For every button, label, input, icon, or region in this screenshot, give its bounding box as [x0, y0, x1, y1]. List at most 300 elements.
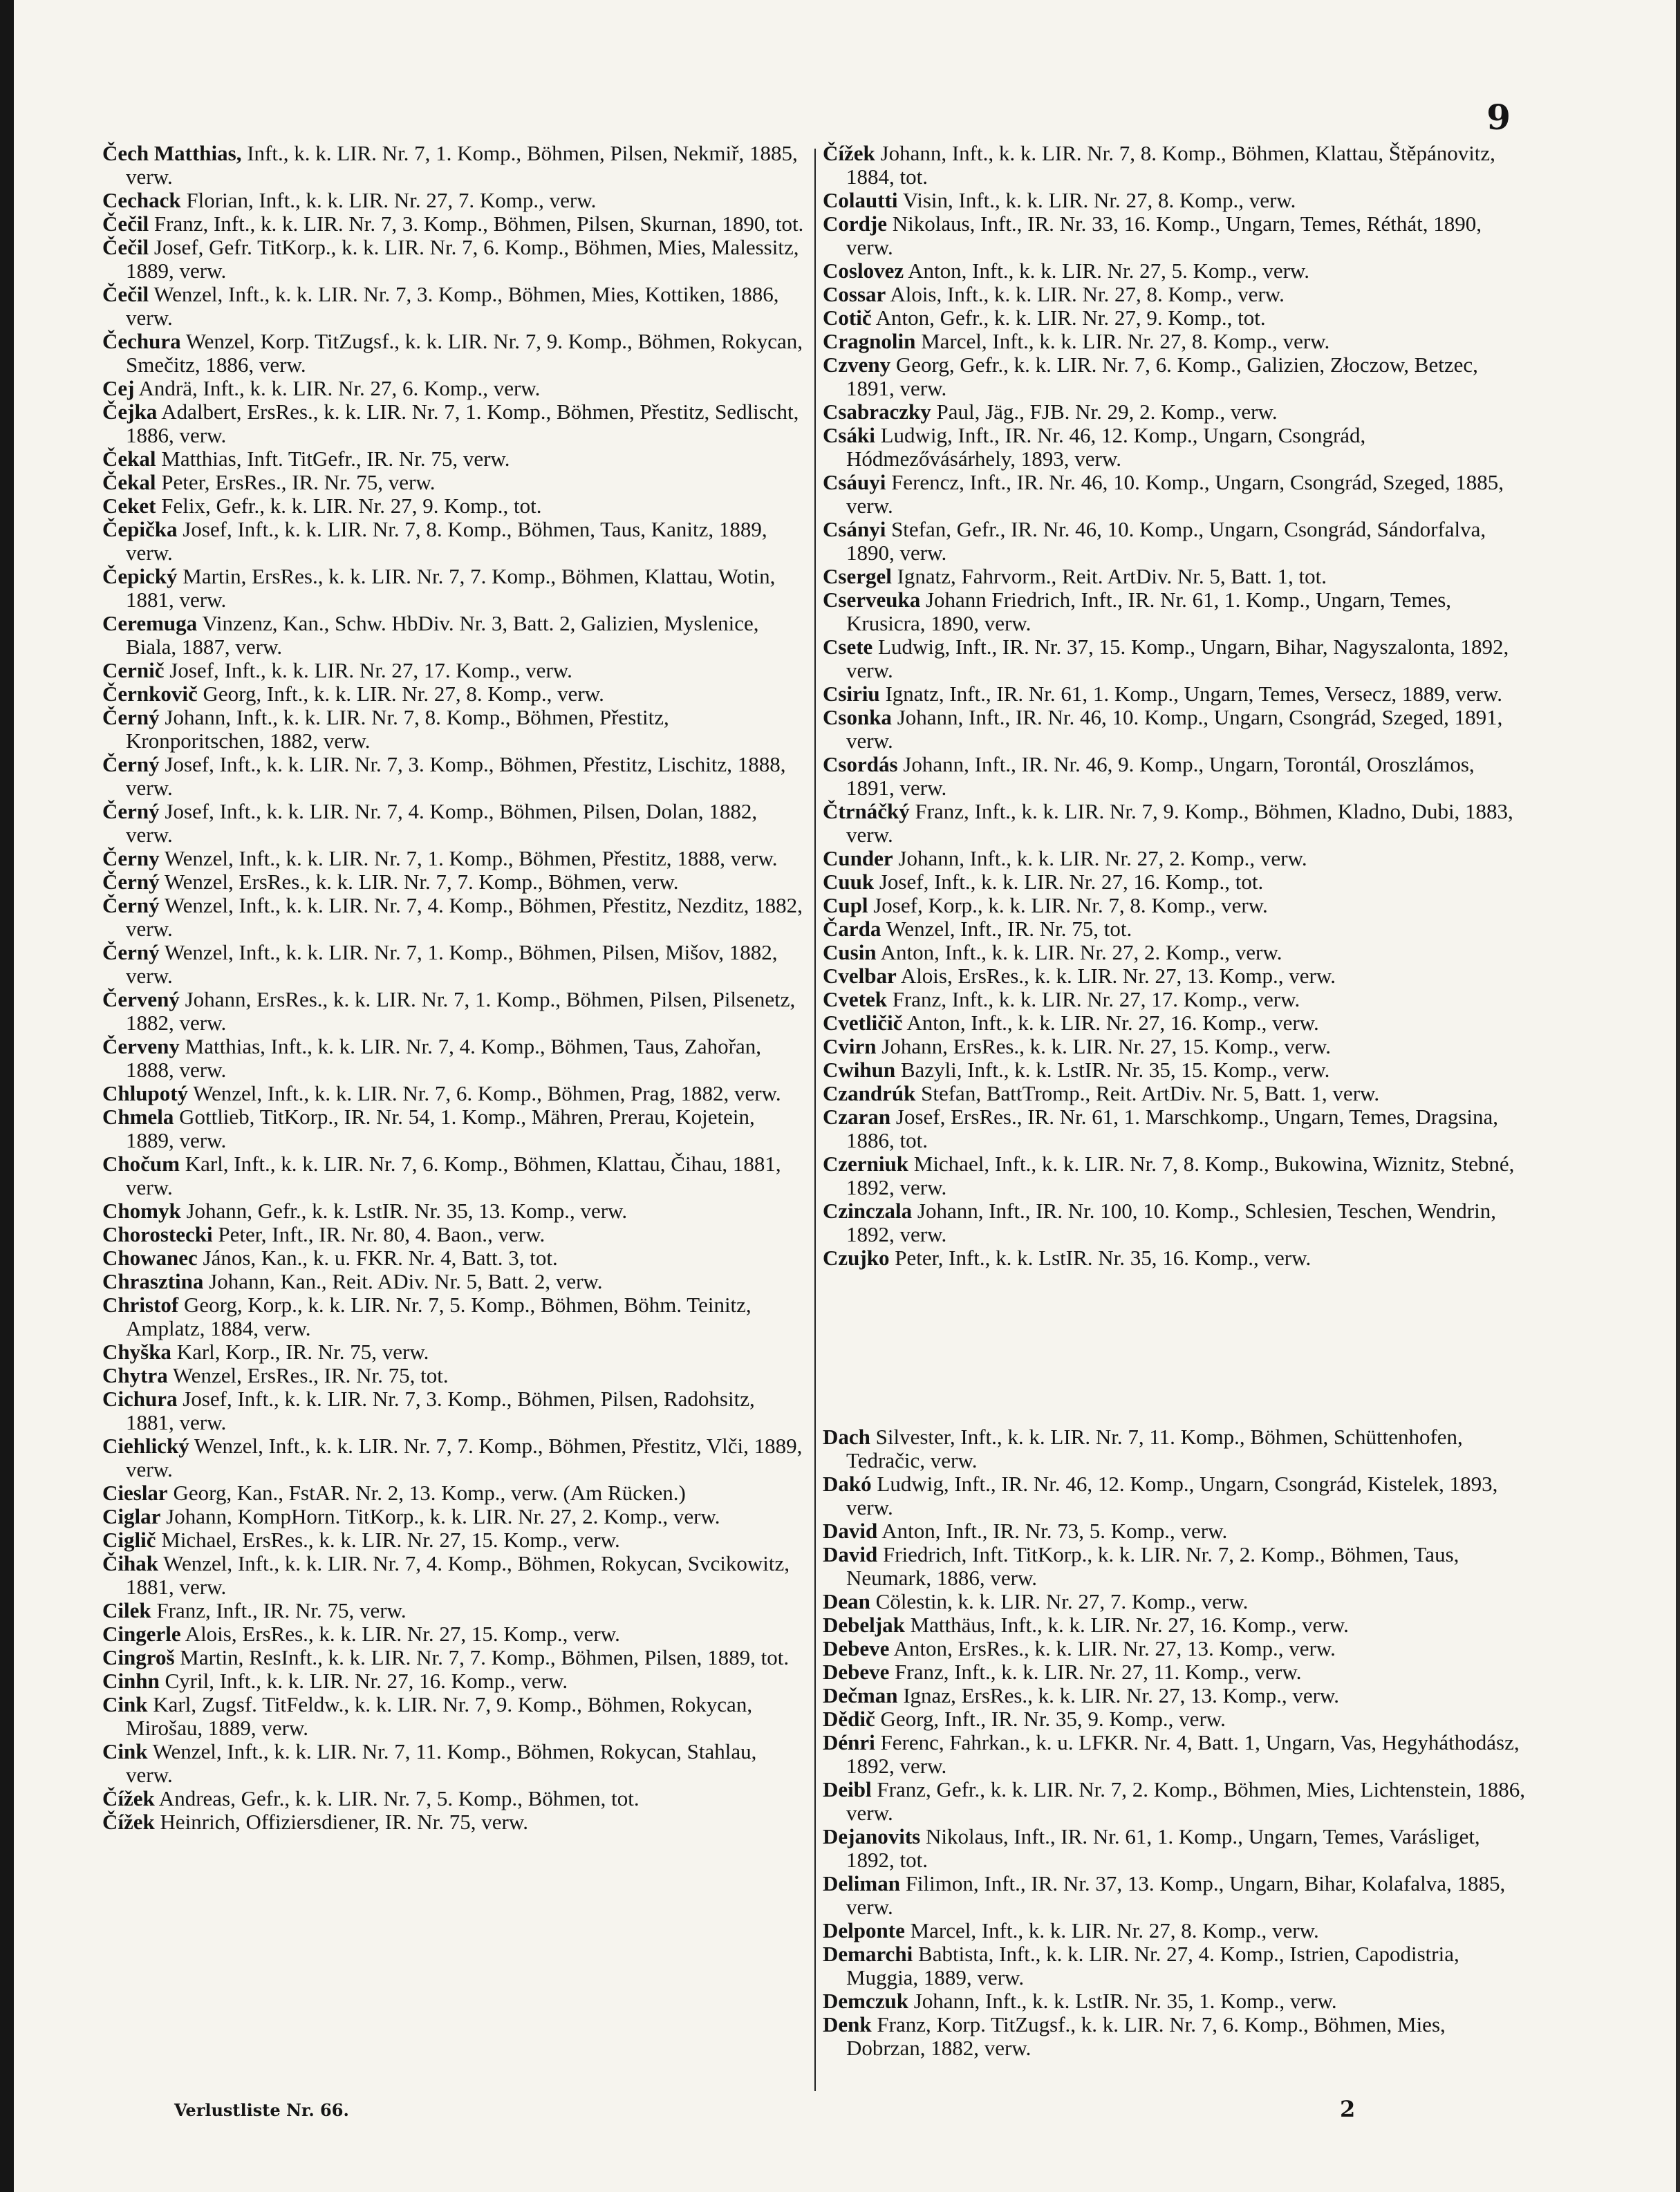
casualty-entry [102, 1199, 808, 1223]
casualty-entry [102, 1364, 808, 1387]
entry-details: Anton, Inft., k. k. LIR. Nr. 27, 5. Komp., verw. [904, 259, 1310, 283]
entry-surname: Ceket [102, 494, 156, 518]
entry-surname: Demarchi [823, 1942, 913, 1966]
entry-surname: Cechack [102, 188, 181, 212]
casualty-entry [823, 1942, 1527, 1989]
entry-surname: Coslovez [823, 259, 904, 283]
footer-signature-mark: 2 [1340, 2096, 1356, 2122]
entry-details: Franz, Inft., k. k. LIR. Nr. 7, 3. Komp., Böhmen, Pilsen, Skurnan, 1890, tot. [149, 212, 804, 236]
entry-details: Martin, ErsRes., k. k. LIR. Nr. 7, 7. Komp., Böhmen, Klattau, Wotin, 1881, verw. [126, 564, 776, 612]
entry-details: Josef, Inft., k. k. LIR. Nr. 7, 3. Komp., Böhmen, Přestitz, Lischitz, 1888, verw. [126, 752, 786, 800]
casualty-entry [102, 1552, 808, 1599]
entry-details: Ferenc, Fahrkan., k. u. LFKR. Nr. 4, Batt. 1, Ungarn, Vas, Hegyháthodász, 1892, verw. [846, 1730, 1520, 1778]
entry-details: Georg, Inft., IR. Nr. 35, 9. Komp., verw. [875, 1707, 1226, 1731]
entry-surname: Csáuyi [823, 470, 886, 494]
casualty-entry [102, 941, 808, 988]
entry-details: Anton, Inft., k. k. LIR. Nr. 27, 2. Komp., verw. [876, 940, 1282, 964]
casualty-entry [823, 212, 1527, 259]
casualty-entry [823, 471, 1527, 518]
entry-details: Wenzel, ErsRes., k. k. LIR. Nr. 7, 7. Komp., Böhmen, verw. [159, 870, 679, 894]
left-column [102, 142, 808, 1834]
entry-details: Josef, Gefr. TitKorp., k. k. LIR. Nr. 7, 6. Komp., Böhmen, Mies, Malessitz, 1889, verw. [126, 235, 799, 283]
casualty-entry [823, 1472, 1527, 1519]
casualty-entry [102, 1740, 808, 1787]
casualty-entry [823, 1637, 1527, 1660]
entry-details: Ignatz, Inft., IR. Nr. 61, 1. Komp., Ungarn, Temes, Versecz, 1889, verw. [879, 682, 1503, 706]
entry-surname: Černý [102, 752, 160, 776]
casualty-entry [102, 1246, 808, 1270]
casualty-entry [102, 1035, 808, 1082]
entry-surname: Černý [102, 705, 160, 729]
right-column-d [823, 1425, 1527, 2060]
entry-surname: Czinczala [823, 1199, 913, 1223]
entry-details: Franz, Korp. TitZugsf., k. k. LIR. Nr. 7, 6. Komp., Böhmen, Mies, Dobrzan, 1882, verw. [846, 2012, 1446, 2060]
entry-details: Peter, ErsRes., IR. Nr. 75, verw. [156, 470, 436, 494]
entry-details: Felix, Gefr., k. k. LIR. Nr. 27, 9. Komp., tot. [156, 494, 542, 518]
entry-surname: Czaran [823, 1105, 891, 1129]
entry-details: Johann, Inft., k. k. LIR. Nr. 7, 8. Komp., Böhmen, Přestitz, Kronporitschen, 1882, verw. [126, 705, 669, 753]
entry-surname: Debeve [823, 1636, 890, 1660]
casualty-entry [102, 1152, 808, 1199]
entry-details: Vinzenz, Kan., Schw. HbDiv. Nr. 3, Batt. 2, Galizien, Myslenice, Biala, 1887, verw. [126, 611, 759, 659]
entry-surname: Cinhn [102, 1669, 160, 1693]
entry-details: Andreas, Gefr., k. k. LIR. Nr. 7, 5. Komp., Böhmen, tot. [154, 1786, 640, 1810]
casualty-entry [102, 612, 808, 659]
casualty-entry [102, 1223, 808, 1246]
entry-details: Johann, Inft., k. k. LstIR. Nr. 35, 1. Komp., verw. [908, 1989, 1337, 2013]
casualty-entry [823, 1246, 1527, 1270]
entry-details: Friedrich, Inft. TitKorp., k. k. LIR. Nr. 7, 2. Komp., Böhmen, Taus, Neumark, 1886, verw. [846, 1542, 1459, 1590]
entry-surname: Cvelbar [823, 964, 897, 988]
footer-list-number: Verlustliste Nr. 66. [174, 2100, 349, 2120]
entry-details: Wenzel, Korp. TitZugsf., k. k. LIR. Nr. 7, 9. Komp., Böhmen, Rokycan, Smečitz, 1886, verw. [126, 329, 803, 377]
casualty-entry [823, 588, 1527, 635]
casualty-entry [102, 400, 808, 447]
entry-surname: Čepický [102, 564, 178, 588]
scan-edge-left [0, 0, 14, 2192]
entry-surname: David [823, 1542, 878, 1566]
casualty-entry [823, 1105, 1527, 1152]
casualty-entry [823, 1590, 1527, 1613]
entry-details: Bazyli, Inft., k. k. LstIR. Nr. 35, 15. Komp., verw. [895, 1058, 1330, 1082]
casualty-entry [823, 988, 1527, 1011]
casualty-entry [823, 142, 1527, 189]
entry-details: Martin, ResInft., k. k. LIR. Nr. 7, 7. Komp., Böhmen, Pilsen, 1889, tot. [174, 1645, 790, 1669]
entry-surname: Černy [102, 846, 160, 870]
entry-surname: Chorostecki [102, 1222, 213, 1246]
casualty-entry [823, 1825, 1527, 1872]
entry-details: Nikolaus, Inft., IR. Nr. 61, 1. Komp., Ungarn, Temes, Varásliget, 1892, tot. [846, 1824, 1480, 1872]
casualty-entry [823, 1660, 1527, 1684]
casualty-entry [102, 659, 808, 682]
casualty-entry [823, 894, 1527, 917]
entry-surname: Cvirn [823, 1034, 877, 1058]
entry-details: Stefan, BattTromp., Reit. ArtDiv. Nr. 5, Batt. 1, verw. [915, 1081, 1380, 1105]
casualty-entry [823, 1035, 1527, 1058]
casualty-entry [102, 283, 808, 330]
entry-surname: Csonka [823, 705, 892, 729]
casualty-entry [823, 635, 1527, 682]
entry-surname: Csányi [823, 517, 886, 541]
entry-details: Wenzel, Inft., k. k. LIR. Nr. 7, 3. Komp., Böhmen, Mies, Kottiken, 1886, verw. [126, 282, 779, 330]
entry-details: Paul, Jäg., FJB. Nr. 29, 2. Komp., verw. [931, 400, 1278, 424]
entry-details: Heinrich, Offiziersdiener, IR. Nr. 75, verw. [154, 1810, 528, 1834]
entry-details: Johann Friedrich, Inft., IR. Nr. 61, 1. Komp., Ungarn, Temes, Krusicra, 1890, verw. [846, 588, 1452, 635]
casualty-entry [823, 353, 1527, 400]
entry-surname: Debeve [823, 1660, 890, 1684]
casualty-entry [102, 189, 808, 212]
entry-surname: Dénri [823, 1730, 875, 1754]
casualty-entry [823, 1684, 1527, 1707]
entry-details: Stefan, Gefr., IR. Nr. 46, 10. Komp., Ungarn, Csongrád, Sándorfalva, 1890, verw. [846, 517, 1486, 565]
entry-details: Johann, ErsRes., k. k. LIR. Nr. 7, 1. Komp., Böhmen, Pilsen, Pilsenetz, 1882, verw. [126, 987, 796, 1035]
casualty-entry [102, 1669, 808, 1693]
page-number: 9 [1486, 97, 1511, 138]
casualty-entry [102, 1434, 808, 1481]
scan-edge-right [1676, 0, 1680, 2192]
entry-details: Franz, Inft., k. k. LIR. Nr. 27, 11. Komp., verw. [889, 1660, 1302, 1684]
casualty-entry [102, 1105, 808, 1152]
entry-details: Franz, Gefr., k. k. LIR. Nr. 7, 2. Komp., Böhmen, Mies, Lichtenstein, 1886, verw. [846, 1777, 1526, 1825]
entry-surname: Cupl [823, 893, 868, 917]
entry-details: Nikolaus, Inft., IR. Nr. 33, 16. Komp., Ungarn, Temes, Réthát, 1890, verw. [846, 212, 1482, 259]
entry-surname: Ciehlický [102, 1434, 189, 1458]
entry-surname: Červený [102, 987, 180, 1011]
entry-details: Johann, Inft., IR. Nr. 100, 10. Komp., Schlesien, Teschen, Wendrin, 1892, verw. [846, 1199, 1496, 1246]
entry-details: Babtista, Inft., k. k. LIR. Nr. 27, 4. Komp., Istrien, Capodistria, Muggia, 1889, verw. [846, 1942, 1459, 1989]
entry-details: Peter, Inft., k. k. LstIR. Nr. 35, 16. Komp., verw. [889, 1246, 1312, 1270]
casualty-entry [823, 800, 1527, 847]
entry-surname: Czujko [823, 1246, 890, 1270]
casualty-entry [823, 565, 1527, 588]
entry-details: Ludwig, Inft., IR. Nr. 46, 12. Komp., Ungarn, Csongrád, Hódmezővásárhely, 1893, verw. [846, 423, 1366, 471]
casualty-entry [823, 1872, 1527, 1919]
entry-details: Michael, ErsRes., k. k. LIR. Nr. 27, 15. Komp., verw. [156, 1528, 620, 1552]
casualty-entry [102, 800, 808, 847]
casualty-entry [823, 1011, 1527, 1035]
casualty-entry [102, 1810, 808, 1834]
casualty-entry [823, 424, 1527, 471]
casualty-entry [102, 1599, 808, 1622]
casualty-entry [823, 1707, 1527, 1731]
entry-surname: Cej [102, 376, 135, 400]
entry-details: Cyril, Inft., k. k. LIR. Nr. 27, 16. Komp., verw. [159, 1669, 568, 1693]
entry-surname: Czerniuk [823, 1152, 908, 1176]
entry-details: Cölestin, k. k. LIR. Nr. 27, 7. Komp., verw. [870, 1589, 1249, 1613]
entry-surname: Cingroš [102, 1645, 175, 1669]
entry-surname: Cvetličič [823, 1011, 903, 1035]
entry-details: Josef, Inft., k. k. LIR. Nr. 7, 4. Komp., Böhmen, Pilsen, Dolan, 1882, verw. [126, 799, 758, 847]
entry-details: Anton, Gefr., k. k. LIR. Nr. 27, 9. Komp., tot. [871, 306, 1266, 330]
entry-surname: Červeny [102, 1034, 180, 1058]
casualty-entry [823, 283, 1527, 306]
entry-details: Marcel, Inft., k. k. LIR. Nr. 27, 8. Komp., verw. [915, 329, 1330, 353]
casualty-entry [102, 753, 808, 800]
entry-surname: Cossar [823, 282, 886, 306]
entry-details: Wenzel, Inft., k. k. LIR. Nr. 7, 11. Komp., Böhmen, Rokycan, Stahlau, verw. [126, 1739, 757, 1787]
casualty-entry [823, 847, 1527, 870]
entry-surname: Dakó [823, 1472, 872, 1496]
entry-surname: Čečil [102, 235, 149, 259]
casualty-entry [823, 964, 1527, 988]
entry-surname: Christof [102, 1293, 179, 1317]
entry-details: Marcel, Inft., k. k. LIR. Nr. 27, 8. Komp., verw. [904, 1918, 1319, 1942]
column-divider [814, 149, 816, 2091]
entry-surname: Ciglič [102, 1528, 156, 1552]
entry-surname: Dečman [823, 1683, 898, 1707]
casualty-entry [102, 706, 808, 753]
entry-details: Josef, Inft., k. k. LIR. Nr. 7, 3. Komp., Böhmen, Pilsen, Radohsitz, 1881, verw. [126, 1387, 755, 1434]
entry-surname: Čížek [823, 141, 875, 165]
entry-surname: Delponte [823, 1918, 905, 1942]
entry-surname: Chytra [102, 1363, 168, 1387]
entry-details: Johann, Inft., IR. Nr. 46, 9. Komp., Ungarn, Torontál, Oroszlámos, 1891, verw. [846, 752, 1475, 800]
casualty-entry [102, 1082, 808, 1105]
casualty-entry [102, 847, 808, 870]
entry-surname: Csete [823, 635, 873, 659]
casualty-entry [823, 1731, 1527, 1778]
entry-details: Alois, Inft., k. k. LIR. Nr. 27, 8. Komp., verw. [886, 282, 1285, 306]
casualty-entry [102, 1505, 808, 1528]
entry-surname: Deliman [823, 1871, 900, 1895]
entry-surname: Dach [823, 1425, 870, 1449]
entry-surname: Čečil [102, 212, 149, 236]
entry-details: Anton, Inft., IR. Nr. 73, 5. Komp., verw. [877, 1519, 1228, 1543]
entry-details: Florian, Inft., k. k. LIR. Nr. 27, 7. Komp., verw. [180, 188, 597, 212]
casualty-entry [102, 1340, 808, 1364]
entry-surname: Cordje [823, 212, 887, 236]
casualty-entry [102, 471, 808, 494]
entry-surname: David [823, 1519, 878, 1543]
entry-surname: Dědič [823, 1707, 875, 1731]
entry-surname: Čekal [102, 447, 156, 471]
casualty-entry [823, 1152, 1527, 1199]
entry-surname: Čejka [102, 400, 158, 424]
entry-details: Franz, Inft., k. k. LIR. Nr. 7, 9. Komp., Böhmen, Kladno, Dubi, 1883, verw. [846, 799, 1513, 847]
entry-details: Wenzel, Inft., IR. Nr. 75, tot. [881, 917, 1132, 941]
entry-details: Josef, Inft., k. k. LIR. Nr. 27, 17. Komp., verw. [164, 658, 572, 682]
entry-surname: Čepička [102, 517, 178, 541]
casualty-entry [823, 330, 1527, 353]
entry-details: Alois, ErsRes., k. k. LIR. Nr. 27, 15. Komp., verw. [180, 1622, 620, 1646]
entry-surname: Csiriu [823, 682, 880, 706]
entry-surname: Dean [823, 1589, 870, 1613]
entry-surname: Černý [102, 870, 160, 894]
entry-details: Ignaz, ErsRes., k. k. LIR. Nr. 27, 13. Komp., verw. [897, 1683, 1340, 1707]
entry-details: Ludwig, Inft., IR. Nr. 37, 15. Komp., Ungarn, Bihar, Nagyszalonta, 1892, verw. [846, 635, 1509, 682]
entry-details: Peter, Inft., IR. Nr. 80, 4. Baon., verw. [212, 1222, 545, 1246]
entry-details: János, Kan., k. u. FKR. Nr. 4, Batt. 3, tot. [197, 1246, 558, 1270]
entry-details: Wenzel, Inft., k. k. LIR. Nr. 7, 1. Komp., Böhmen, Pilsen, Mišov, 1882, verw. [126, 940, 778, 988]
entry-details: Georg, Inft., k. k. LIR. Nr. 27, 8. Komp., verw. [197, 682, 604, 706]
entry-details: Adalbert, ErsRes., k. k. LIR. Nr. 7, 1. Komp., Böhmen, Přestitz, Sedlischt, 1886, verw. [126, 400, 799, 447]
casualty-entry [102, 870, 808, 894]
entry-surname: Chyška [102, 1340, 171, 1364]
entry-details: Wenzel, Inft., k. k. LIR. Nr. 7, 4. Komp., Böhmen, Rokycan, Svcikowitz, 1881, verw. [126, 1551, 790, 1599]
casualty-entry [102, 377, 808, 400]
casualty-entry [102, 1481, 808, 1505]
entry-surname: Csabraczky [823, 400, 931, 424]
entry-surname: Cunder [823, 846, 893, 870]
casualty-entry [823, 706, 1527, 753]
casualty-entry [823, 518, 1527, 565]
entry-surname: Černý [102, 799, 160, 823]
entry-surname: Dejanovits [823, 1824, 921, 1848]
entry-surname: Čížek [102, 1786, 155, 1810]
entry-surname: Cichura [102, 1387, 178, 1411]
entry-surname: Demczuk [823, 1989, 908, 2013]
entry-details: Anton, ErsRes., k. k. LIR. Nr. 27, 13. Komp., verw. [889, 1636, 1336, 1660]
casualty-entry [102, 494, 808, 518]
entry-details: Michael, Inft., k. k. LIR. Nr. 7, 8. Komp., Bukowina, Wiznitz, Stebné, 1892, verw. [846, 1152, 1515, 1199]
casualty-entry [823, 1425, 1527, 1472]
entry-surname: Cuuk [823, 870, 875, 894]
casualty-entry [102, 447, 808, 471]
entry-details: Josef, Inft., k. k. LIR. Nr. 7, 8. Komp., Böhmen, Taus, Kanitz, 1889, verw. [126, 517, 767, 565]
entry-details: Matthias, Inft., k. k. LIR. Nr. 7, 4. Komp., Böhmen, Taus, Zahořan, 1888, verw. [126, 1034, 761, 1082]
entry-details: Alois, ErsRes., k. k. LIR. Nr. 27, 13. Komp., verw. [896, 964, 1336, 988]
entry-details: Ignatz, Fahrvorm., Reit. ArtDiv. Nr. 5, Batt. 1, tot. [891, 564, 1327, 588]
entry-surname: Čekal [102, 470, 156, 494]
casualty-entry [823, 2013, 1527, 2060]
casualty-entry [102, 518, 808, 565]
casualty-entry [823, 682, 1527, 706]
entry-surname: Ceremuga [102, 611, 198, 635]
entry-details: Wenzel, Inft., k. k. LIR. Nr. 7, 6. Komp., Böhmen, Prag, 1882, verw. [188, 1081, 781, 1105]
entry-details: Andrä, Inft., k. k. LIR. Nr. 27, 6. Komp., verw. [134, 376, 541, 400]
entry-surname: Čtrnáčký [823, 799, 910, 823]
entry-surname: Chowanec [102, 1246, 198, 1270]
entry-details: Johann, ErsRes., k. k. LIR. Nr. 27, 15. Komp., verw. [876, 1034, 1332, 1058]
entry-surname: Čarda [823, 917, 881, 941]
entry-details: Franz, Inft., IR. Nr. 75, verw. [151, 1598, 407, 1622]
entry-details: Johann, Inft., k. k. LIR. Nr. 7, 8. Komp., Böhmen, Klattau, Štěpánovitz, 1884, tot. [846, 141, 1495, 189]
entry-details: Johann, Gefr., k. k. LstIR. Nr. 35, 13. Komp., verw. [180, 1199, 628, 1223]
entry-surname: Černkovič [102, 682, 198, 706]
entry-details: Wenzel, Inft., k. k. LIR. Nr. 7, 7. Komp., Böhmen, Přestitz, Vlči, 1889, verw. [126, 1434, 803, 1481]
entry-details: Visin, Inft., k. k. LIR. Nr. 27, 8. Komp., verw. [897, 188, 1296, 212]
casualty-entry [102, 212, 808, 236]
entry-details: Wenzel, ErsRes., IR. Nr. 75, tot. [167, 1363, 449, 1387]
casualty-entry [102, 1293, 808, 1340]
casualty-entry [102, 988, 808, 1035]
casualty-entry [823, 259, 1527, 283]
casualty-entry [823, 941, 1527, 964]
entry-details: Ludwig, Inft., IR. Nr. 46, 12. Komp., Ungarn, Csongrád, Kistelek, 1893, verw. [846, 1472, 1498, 1519]
casualty-entry [823, 1989, 1527, 2013]
entry-surname: Čech Matthias, [102, 141, 242, 165]
casualty-entry [823, 917, 1527, 941]
entry-surname: Denk [823, 2012, 872, 2036]
entry-details: Franz, Inft., k. k. LIR. Nr. 27, 17. Komp., verw. [886, 987, 1300, 1011]
casualty-entry [823, 189, 1527, 212]
entry-details: Johann, Inft., k. k. LIR. Nr. 27, 2. Komp., verw. [893, 846, 1307, 870]
casualty-entry [823, 1778, 1527, 1825]
casualty-entry [823, 1199, 1527, 1246]
entry-surname: Čihak [102, 1551, 158, 1575]
entry-details: Johann, Kan., Reit. ADiv. Nr. 5, Batt. 2, verw. [203, 1269, 603, 1293]
entry-surname: Chlupotý [102, 1081, 189, 1105]
entry-surname: Cwihun [823, 1058, 896, 1082]
entry-surname: Cink [102, 1692, 148, 1716]
entry-surname: Cusin [823, 940, 877, 964]
entry-surname: Černý [102, 893, 160, 917]
casualty-entry [823, 1082, 1527, 1105]
entry-surname: Čečil [102, 282, 149, 306]
casualty-entry [102, 1693, 808, 1740]
entry-surname: Cvetek [823, 987, 887, 1011]
casualty-entry [823, 1919, 1527, 1942]
casualty-entry [102, 894, 808, 941]
casualty-entry [102, 1622, 808, 1646]
entry-surname: Deibl [823, 1777, 872, 1801]
entry-details: Matthias, Inft. TitGefr., IR. Nr. 75, verw. [156, 447, 510, 471]
entry-details: Johann, KompHorn. TitKorp., k. k. LIR. Nr. 27, 2. Komp., verw. [160, 1504, 720, 1528]
entry-surname: Csáki [823, 423, 875, 447]
casualty-entry [102, 565, 808, 612]
entry-details: Karl, Korp., IR. Nr. 75, verw. [171, 1340, 429, 1364]
entry-details: Georg, Kan., FstAR. Nr. 2, 13. Komp., verw. (Am Rücken.) [167, 1481, 686, 1505]
entry-surname: Cragnolin [823, 329, 916, 353]
entry-surname: Černý [102, 940, 160, 964]
entry-details: Josef, Inft., k. k. LIR. Nr. 27, 16. Komp., tot. [874, 870, 1264, 894]
entry-surname: Cernič [102, 658, 165, 682]
entry-surname: Chrasztina [102, 1269, 204, 1293]
entry-surname: Colautti [823, 188, 898, 212]
entry-details: Georg, Korp., k. k. LIR. Nr. 7, 5. Komp., Böhmen, Böhm. Teinitz, Amplatz, 1884, verw. [126, 1293, 752, 1340]
entry-details: Silvester, Inft., k. k. LIR. Nr. 7, 11. Komp., Böhmen, Schüttenhofen, Tedračic, verw. [846, 1425, 1463, 1472]
entry-surname: Debeljak [823, 1613, 905, 1637]
entry-surname: Cserveuka [823, 588, 921, 612]
casualty-entry [102, 1646, 808, 1669]
entry-surname: Cink [102, 1739, 148, 1763]
entry-surname: Csergel [823, 564, 892, 588]
casualty-entry [102, 1787, 808, 1810]
entry-surname: Cilek [102, 1598, 151, 1622]
entry-details: Gottlieb, TitKorp., IR. Nr. 54, 1. Komp., Mähren, Prerau, Kojetein, 1889, verw. [126, 1105, 755, 1152]
entry-surname: Czandrúk [823, 1081, 916, 1105]
casualty-entry [823, 1519, 1527, 1543]
entry-surname: Csordás [823, 752, 898, 776]
casualty-entry [102, 330, 808, 377]
entry-surname: Chomyk [102, 1199, 181, 1223]
entry-details: Ferencz, Inft., IR. Nr. 46, 10. Komp., Ungarn, Csongrád, Szeged, 1885, verw. [846, 470, 1504, 518]
entry-details: Inft., k. k. LIR. Nr. 7, 1. Komp., Böhmen, Pilsen, Nekmiř, 1885, verw. [126, 141, 798, 189]
entry-details: Josef, Korp., k. k. LIR. Nr. 7, 8. Komp., verw. [868, 893, 1268, 917]
entry-surname: Cingerle [102, 1622, 181, 1646]
casualty-entry [102, 1528, 808, 1552]
entry-surname: Čechura [102, 329, 181, 353]
entry-surname: Chmela [102, 1105, 174, 1129]
entry-details: Filimon, Inft., IR. Nr. 37, 13. Komp., Ungarn, Bihar, Kolafalva, 1885, verw. [846, 1871, 1506, 1919]
entry-surname: Ciglar [102, 1504, 161, 1528]
casualty-entry [102, 236, 808, 283]
entry-surname: Czveny [823, 353, 891, 377]
entry-surname: Cotič [823, 306, 872, 330]
entry-surname: Chočum [102, 1152, 180, 1176]
entry-details: Josef, ErsRes., IR. Nr. 61, 1. Marschkomp., Ungarn, Temes, Dragsina, 1886, tot. [846, 1105, 1499, 1152]
casualty-entry [102, 1387, 808, 1434]
casualty-entry [102, 682, 808, 706]
right-column-c [823, 142, 1527, 1270]
entry-details: Karl, Inft., k. k. LIR. Nr. 7, 6. Komp., Böhmen, Klattau, Čihau, 1881, verw. [126, 1152, 781, 1199]
entry-details: Anton, Inft., k. k. LIR. Nr. 27, 16. Komp., verw. [902, 1011, 1319, 1035]
entry-surname: Cieslar [102, 1481, 168, 1505]
entry-details: Wenzel, Inft., k. k. LIR. Nr. 7, 4. Komp., Böhmen, Přestitz, Nezditz, 1882, verw. [126, 893, 803, 941]
casualty-entry [823, 1058, 1527, 1082]
entry-details: Johann, Inft., IR. Nr. 46, 10. Komp., Ungarn, Csongrád, Szeged, 1891, verw. [846, 705, 1503, 753]
casualty-entry [823, 1543, 1527, 1590]
